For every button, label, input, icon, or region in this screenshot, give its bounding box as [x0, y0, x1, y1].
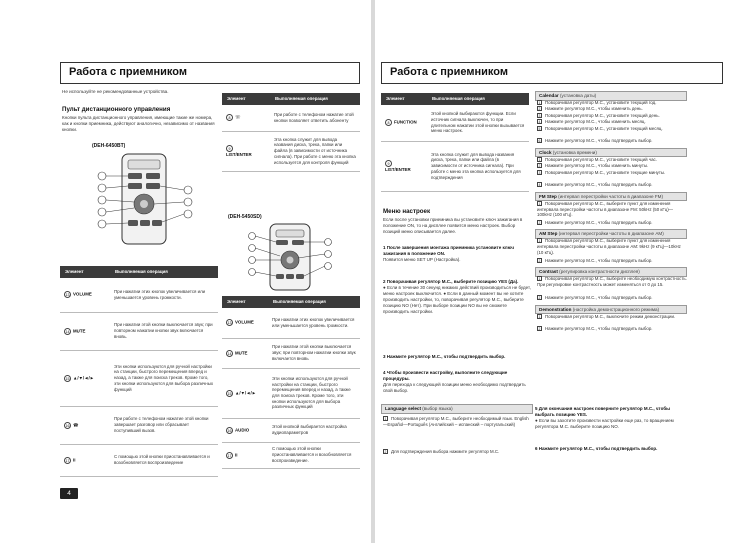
settings-step — [537, 314, 687, 320]
settings-bar-note: (настройка демонстрационного режима) — [572, 306, 660, 312]
settings-step — [537, 157, 687, 163]
settings-bar-note: (интервал перестройки частоты в диапазоне AM) — [558, 231, 664, 237]
col-operation-header: Выполняемая операция — [110, 266, 218, 278]
step-1 — [383, 245, 533, 263]
step-box: 1 — [538, 201, 541, 206]
remote-control-1-illustration — [90, 152, 210, 256]
element-name: MUTE — [73, 328, 86, 334]
table-row — [60, 312, 218, 350]
settings-step — [537, 220, 687, 226]
phone-answer-icon: ☏ — [235, 114, 241, 120]
table-row — [222, 338, 360, 368]
row-operation: Эта кнопка служит для вывода названия диска, трека, папки или файла (в зависимости от источника сигнала). При работе с меню эта кнопка используется для подтверждения — [427, 141, 529, 191]
settings-bar-note: (установка даты) — [559, 93, 597, 98]
row-operation: При работе с телефоном нажатие этой кнопки позволяет ответить абоненту — [270, 105, 360, 131]
col-element-header: Элемент — [222, 93, 270, 105]
main-operations-table — [60, 266, 218, 477]
language-item-1 — [383, 416, 533, 427]
settings-step — [537, 170, 687, 176]
settings-step — [537, 163, 687, 169]
step-2-title: 2 Поворачивая регулятор M.C., выберите позицию YES (Да). — [383, 279, 519, 284]
element-name: MUTE — [235, 350, 248, 356]
row-element — [381, 141, 427, 191]
step-box: 3 — [538, 113, 541, 118]
item-number: 16 — [65, 423, 70, 428]
settings-step-text: Поворачивая регулятор M.C., выберите пункт для изменения интервала перестройки частоты в диапазоне AM: 9kHz (9 кГц)—10kHz (10 кГц). — [537, 238, 681, 255]
settings-step-text: Нажмите регулятор M.C., чтобы подтвердить выбор. — [545, 257, 653, 263]
settings-step-text: Поворачивая регулятор M.C., выберите необходимую контрастность. При регулировке контрастность может изменяться от 0 до 15. — [537, 276, 687, 287]
row-operation: При нажатии этих кнопок увеличивается или уменьшается уровень громкости. — [268, 308, 360, 338]
step-box: 2 — [384, 450, 387, 454]
phone-hangup-icon: ☎ — [73, 422, 79, 428]
step-5-title: 5 Для окончания настроек поверните регулятор M.C., чтобы выбрать позицию YES. — [535, 406, 670, 418]
step-box: 1 — [538, 239, 541, 244]
element-name: ▲/▼/◄/► — [235, 390, 257, 396]
step-box: 4 — [538, 183, 541, 188]
page-title: Работа с приемником — [381, 62, 723, 84]
row-element — [222, 368, 268, 418]
settings-step — [537, 238, 687, 255]
step-6-title: 6 Нажмите регулятор M.C., чтобы подтвердить выбор. — [535, 446, 658, 451]
settings-step — [537, 119, 687, 125]
element-name: II — [235, 452, 238, 458]
settings-step — [537, 182, 687, 188]
right-operations-table — [381, 93, 529, 192]
item-number: 15 — [227, 391, 232, 396]
element-name: VOLUME — [235, 319, 254, 325]
page-number: 4 — [60, 488, 78, 499]
table-row — [222, 442, 360, 468]
settings-step-text: Поворачивая регулятор M.C., установите текущий месяц. — [545, 125, 663, 131]
step-2-text: ● Если в течение 30 секунд никаких действий производиться не будет, меню настроек выключится. ● Если в данный момент вы не хотите производить настройки, то, поворачивая регулятор M.C., выберите позицию NO (Нет). При выборе позиции NO вы не сможете производить настройки. — [383, 285, 531, 315]
item-number: 13 — [65, 293, 70, 298]
settings-step-text: Нажмите регулятор M.C., чтобы подтвердить выбор. — [545, 138, 653, 144]
table-row — [60, 278, 218, 312]
item-number: 13 — [227, 321, 232, 326]
step-box: 1 — [538, 314, 541, 319]
element-name: FUNCTION — [394, 119, 417, 125]
table-row — [60, 350, 218, 406]
col-operation-header: Выполняемая операция — [270, 93, 360, 105]
language-select-bar — [381, 404, 533, 414]
settings-step-text: Нажмите регулятор M.C., чтобы подтвердить выбор. — [545, 326, 653, 332]
settings-bar-note: (регулировка контрастности дисплея) — [559, 269, 640, 274]
settings-bar-title: Clock — [539, 149, 552, 155]
row-operation: Эти кнопки используются для ручной настройки на станции, быстрого перемещения вперед и назад, а также для поиска треков. Кроме того, эти кнопки используются для выбора различных функций — [110, 350, 218, 406]
row-element — [60, 350, 110, 406]
settings-step-text: Нажмите регулятор M.C., чтобы изменить день. — [545, 106, 643, 112]
table-row — [222, 308, 360, 338]
settings-step-text: Поворачивая регулятор M.C., установите текущий год. — [545, 100, 657, 105]
settings-step-text: Нажмите регулятор M.C., чтобы подтвердить выбор. — [545, 295, 653, 301]
remote1-label: (DEH-6450BT) — [92, 143, 126, 149]
top-operations-table — [222, 93, 360, 172]
step-6 — [535, 446, 687, 452]
step-5-text: ● Если вы захотите произвести настройки еще раз, то вращением регулятора M.C. выберите позицию NO. — [535, 418, 674, 430]
col-element-header: Элемент — [381, 93, 427, 105]
settings-bar-note: (установка времени) — [552, 149, 597, 155]
settings-bar-title: AM Step — [539, 231, 558, 237]
element-name: VOLUME — [73, 291, 92, 297]
item-number: 17 — [227, 453, 232, 458]
item-number: 9 — [226, 145, 233, 152]
settings-step-text: Поворачивая регулятор M.C., установите текущий день. — [545, 112, 660, 118]
row-element — [60, 406, 110, 444]
step-1-title: 1 После завершения монтажа приемника установите ключ зажигания в положение ON. — [383, 245, 514, 257]
row-operation: При работе с телефоном нажатие этой кнопки завершает разговор или сбрасывает поступивший вызов. — [110, 406, 218, 444]
settings-step-text: Поворачивая регулятор M.C., установите текущий час. — [545, 156, 657, 162]
step-1-text: Появится меню SET UP (Настройка). — [383, 257, 461, 263]
item-number: 8 — [385, 119, 392, 126]
left-page — [0, 0, 372, 543]
table-row — [381, 141, 529, 191]
settings-step-text: Поворачивая регулятор M.C., выберите пункт для изменения интервала перестройки частоты в диапазоне FM: 50kHz (50 кГц)—100kHz (100 кГц). — [537, 200, 674, 218]
step-box: 4 — [538, 120, 541, 125]
settings-step-text: Нажмите регулятор M.C., чтобы изменить месяц. — [545, 119, 646, 125]
language-item-text: Для подтверждения выбора нажмите регулятор M.C. — [391, 449, 500, 454]
settings-step — [537, 126, 687, 132]
step-box: 1 — [538, 101, 541, 105]
settings-step-text: Нажмите регулятор M.C., чтобы подтвердить выбор. — [545, 182, 653, 188]
row-element — [222, 131, 270, 171]
item-number: 9 — [385, 160, 392, 167]
col-element-header: Элемент — [222, 296, 268, 308]
step-2 — [383, 279, 533, 315]
settings-bar-note: (интервал перестройки частоты в диапазоне FM) — [558, 193, 664, 199]
language-bar-note: (выбор языка) — [422, 406, 453, 411]
settings-step — [537, 276, 687, 287]
table-row — [222, 418, 360, 442]
language-item-2 — [383, 449, 533, 455]
settings-step — [537, 295, 687, 301]
row-element — [60, 278, 110, 312]
item-number: 16 — [227, 428, 232, 433]
element-name: II — [73, 457, 76, 463]
settings-intro: Если после установки приемника вы установите ключ зажигания в положение ON, то на дисплее появится меню настроек. Выбор позиций меню описывается далее. — [383, 217, 523, 235]
table-row — [222, 105, 360, 131]
row-element — [222, 418, 268, 442]
step-box: 6 — [538, 139, 541, 144]
item-number: 14 — [227, 351, 232, 356]
element-name: ▲/▼/◄/► — [73, 375, 95, 381]
table-row — [60, 406, 218, 444]
step-4 — [383, 370, 533, 394]
step-box: 2 — [538, 296, 541, 301]
row-element — [60, 444, 110, 476]
settings-bar-title: Contrast — [539, 269, 558, 274]
device-note: Не используйте не рекомендованные устройства. — [62, 89, 169, 94]
remote-control-2-illustration — [240, 222, 340, 294]
col-operation-header: Выполняемая операция — [268, 296, 360, 308]
step-box: 2 — [538, 164, 541, 169]
settings-bar-title: Demonstration — [539, 306, 572, 312]
step-box: 5 — [538, 126, 541, 131]
step-box: 1 — [384, 417, 387, 421]
settings-step — [537, 201, 687, 218]
page-title: Работа с приемником — [60, 62, 360, 84]
remote-section-heading: Пульт дистанционного управления — [62, 106, 171, 113]
settings-heading: Меню настроек — [383, 208, 431, 215]
element-name: AUDIO — [235, 427, 250, 433]
row-operation: При нажатии этой кнопки выключается звук; при повторном нажатии кнопки звук включается вновь. — [110, 312, 218, 350]
settings-step — [537, 138, 687, 144]
step-5 — [535, 406, 687, 430]
settings-bar-title: Calendar — [539, 93, 559, 98]
remote2-label: (DEH-5450SD) — [228, 214, 262, 220]
step-box: 1 — [538, 277, 541, 281]
step-box: 2 — [538, 327, 541, 332]
col-element-header: Элемент — [60, 266, 110, 278]
row-operation: Эти кнопки используются для ручной настройки на станции, быстрого перемещения вперед и назад, а также для поиска треков. Кроме того, эти кнопки используются для выбора различных функций — [268, 368, 360, 418]
table-row — [222, 368, 360, 418]
item-number: 17 — [65, 458, 70, 463]
row-element — [222, 442, 268, 468]
table-row — [381, 105, 529, 141]
language-bar-title: Language select — [385, 406, 421, 411]
settings-bar-title: FM Step — [539, 193, 557, 199]
element-name: LIST/ENTER — [226, 151, 252, 157]
row-operation: Этой кнопкой выбирается настройка аудиопараметров — [268, 418, 360, 442]
remote-section-text: Кнопки пульта дистанционного управления, имеющие такие же номера, как и кнопки приемника, действуют аналогично, независимо от названия кнопки. — [62, 115, 215, 133]
row-element — [222, 105, 270, 131]
row-operation: Эта кнопка служит для вывода названия диска, трека, папки или файла (в зависимости от источника сигнала). При работе с меню эта кнопка используется для контроля функций — [270, 131, 360, 171]
step-box: 1 — [538, 157, 541, 162]
item-number: 14 — [65, 329, 70, 334]
settings-step — [537, 106, 687, 112]
item-number: 15 — [65, 376, 70, 381]
row-element — [60, 312, 110, 350]
step-box: 2 — [538, 107, 541, 112]
step-3 — [383, 354, 533, 360]
step-4-title: 4 Чтобы произвести настройку, выполните следующие процедуры. — [383, 370, 508, 382]
settings-step-text: Поворачивая регулятор M.C., установите текущие минуты. — [545, 169, 666, 175]
step-3-title: 3 Нажмите регулятор M.C., чтобы подтвердить выбор. — [383, 354, 506, 359]
row-operation: С помощью этой кнопки приостанавливается и возобновляется воспроизведение — [110, 444, 218, 476]
settings-step — [537, 100, 687, 106]
step-4-text: Для перехода к следующей позиции меню необходимо подтвердить свой выбор. — [383, 382, 526, 394]
settings-step — [537, 258, 687, 264]
col-operation-header: Выполняемая операция — [427, 93, 529, 105]
right-page — [375, 0, 750, 543]
row-element — [222, 308, 268, 338]
row-element — [222, 338, 268, 368]
settings-step-text: Поворачивая регулятор M.C., выключите режим демонстрации. — [545, 313, 676, 319]
row-operation: При нажатии этих кнопок увеличивается или уменьшается уровень громкости. — [110, 278, 218, 312]
step-box: 3 — [538, 170, 541, 175]
element-name: LIST/ENTER — [385, 166, 411, 172]
step-box: 2 — [538, 258, 541, 263]
language-item-text: Поворачивая регулятор M.C., выберите необходимый язык. English—Español—Português (Английский – испанский – португальский) — [383, 416, 529, 427]
item-number: 8 — [226, 114, 233, 121]
settings-step-text: Нажмите регулятор M.C., чтобы изменить минуты. — [545, 163, 649, 169]
settings-step — [537, 326, 687, 332]
settings-step — [537, 113, 687, 119]
step-box: 2 — [538, 221, 541, 225]
table-row — [60, 444, 218, 476]
settings-step-text: Нажмите регулятор M.C., чтобы подтвердить выбор. — [545, 220, 653, 225]
row-operation: Этой кнопкой выбираются функции. Если источник сигнала выключен, то при длительном нажатии этой кнопки вызывается меню настроек. — [427, 105, 529, 141]
row-operation: С помощью этой кнопки приостанавливается и возобновляется воспроизведение. — [268, 442, 360, 468]
mid-operations-table — [222, 296, 360, 469]
row-element — [381, 105, 427, 141]
table-row — [222, 131, 360, 171]
row-operation: При нажатии этой кнопки выключается звук; при повторном нажатии кнопки звук включается вновь — [268, 338, 360, 368]
